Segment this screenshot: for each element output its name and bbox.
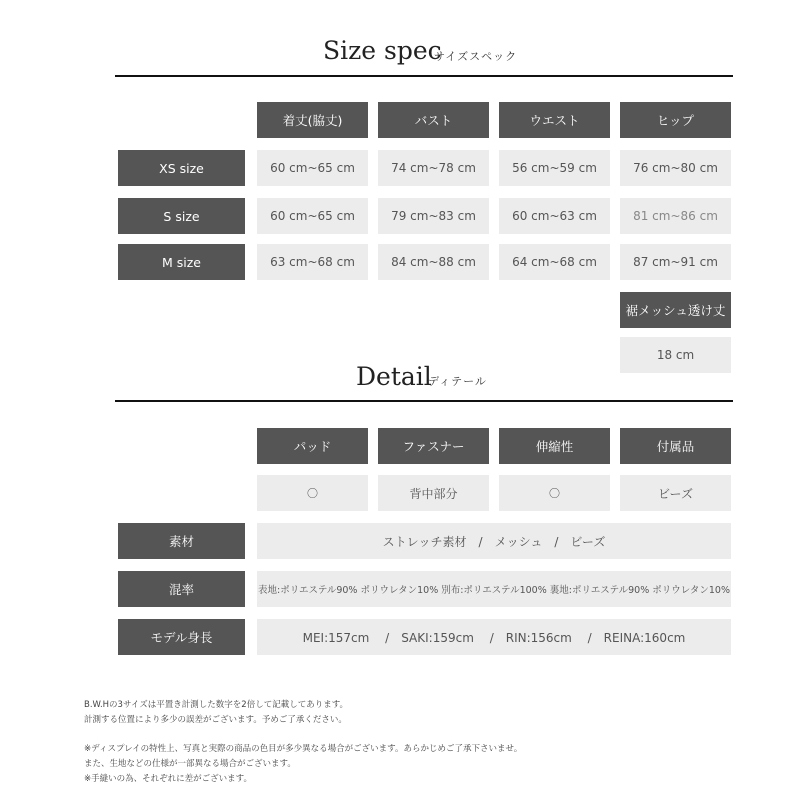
detail-row-label: モデル身長 — [118, 619, 245, 655]
mesh-length-value: 18 cm — [620, 337, 731, 373]
detail-row-value: MEI:157cm / SAKI:159cm / RIN:156cm / REINA:160cm — [257, 619, 731, 655]
size-cell: 74 cm~78 cm — [378, 150, 489, 186]
size-cell: 60 cm~65 cm — [257, 198, 368, 234]
detail-row-value: ストレッチ素材 / メッシュ / ビーズ — [257, 523, 731, 559]
size-col-header: ヒップ — [620, 102, 731, 138]
note-line: ※ディスプレイの特性上、写真と実際の商品の色目が多少異なる場合がございます。あらかじめご了承下さいませ。 — [84, 744, 523, 754]
size-spec-subtitle: サイズスペック — [434, 50, 518, 63]
detail-cell: ビーズ — [620, 475, 731, 511]
size-spec-divider — [115, 75, 733, 77]
detail-subtitle: ディテール — [428, 375, 487, 388]
size-cell: 60 cm~65 cm — [257, 150, 368, 186]
detail-cell: 〇 — [257, 475, 368, 511]
note-line: B.W.Hの3サイズは平置き計測した数字を2倍して記載してあります。 — [84, 700, 349, 710]
detail-cell: 背中部分 — [378, 475, 489, 511]
detail-row-label: 素材 — [118, 523, 245, 559]
size-spec-title: Size spec — [323, 36, 442, 65]
size-cell: 64 cm~68 cm — [499, 244, 610, 280]
size-col-header: 着丈(脇丈) — [257, 102, 368, 138]
size-cell: 79 cm~83 cm — [378, 198, 489, 234]
size-col-header: ウエスト — [499, 102, 610, 138]
size-cell: 81 cm~86 cm — [620, 198, 731, 234]
detail-col-header: パッド — [257, 428, 368, 464]
size-row-label: M size — [118, 244, 245, 280]
size-cell: 63 cm~68 cm — [257, 244, 368, 280]
note-line: また、生地などの仕様が一部異なる場合がございます。 — [84, 759, 296, 769]
detail-row-label: 混率 — [118, 571, 245, 607]
size-row-label: S size — [118, 198, 245, 234]
detail-col-header: ファスナー — [378, 428, 489, 464]
detail-title: Detail — [356, 362, 432, 391]
size-cell: 56 cm~59 cm — [499, 150, 610, 186]
size-row-label: XS size — [118, 150, 245, 186]
mesh-length-header: 裾メッシュ透け丈 — [620, 292, 731, 328]
note-line: ※手縫いの為、それぞれに差がございます。 — [84, 774, 252, 784]
size-col-header: バスト — [378, 102, 489, 138]
size-cell: 84 cm~88 cm — [378, 244, 489, 280]
detail-row-value: 表地:ポリエステル90% ポリウレタン10% 別布:ポリエステル100% 裏地:ポリエステル90% ポリウレタン10% — [257, 571, 731, 607]
detail-col-header: 伸縮性 — [499, 428, 610, 464]
size-cell: 87 cm~91 cm — [620, 244, 731, 280]
detail-cell: 〇 — [499, 475, 610, 511]
size-cell: 60 cm~63 cm — [499, 198, 610, 234]
size-cell: 76 cm~80 cm — [620, 150, 731, 186]
note-line: 計測する位置により多少の誤差がございます。予めご了承ください。 — [84, 715, 347, 725]
detail-divider — [115, 400, 733, 402]
detail-col-header: 付属品 — [620, 428, 731, 464]
